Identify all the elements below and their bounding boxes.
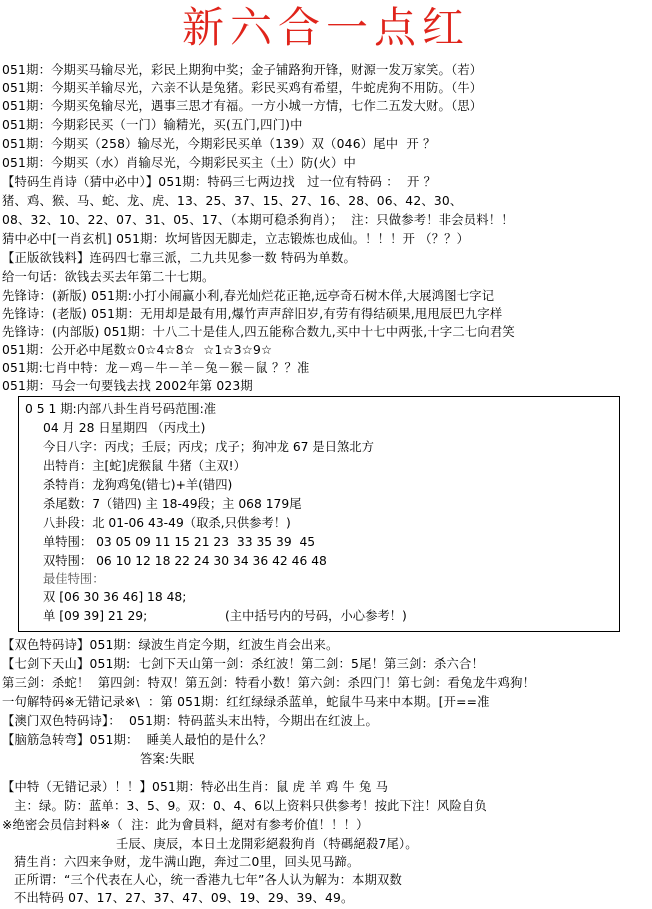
text-line: 051期：今期买马输尽光，彩民上期狗中奖；金子铺路狗开锋，财源一发万家笑。（若） — [2, 63, 483, 77]
text-line: 【澳门双色特码诗】： 051期：特码蓝头末出特，今期出在红波上。 — [2, 714, 379, 728]
text-line: 【中特（无错记录）！！】051期：特必出生肖：鼠 虎 羊 鸡 牛 兔 马 — [2, 780, 389, 794]
panel-line: 双 [06 30 36 46] 18 48; — [43, 590, 187, 604]
text-line: 【正版欲钱料】连码四七靠三派，二九共见参一数 特码为单数。 — [2, 251, 357, 265]
text-line: 051期：公开必中尾数☆0☆4☆8☆ ☆1☆3☆9☆ — [2, 343, 273, 357]
page-title: 新六合一点红 — [181, 3, 470, 52]
text-line: 051期：今期买（258）输尽光，今期彩民买单（139）双（046）尾中 开 ？ — [2, 137, 436, 151]
text-line: 051期：今期买羊输尽光，六亲不认是兔猪。彩民买鸡有希望，牛蛇虎狗不用防。（牛） — [2, 81, 483, 95]
panel-line: 杀尾数：7（错四) 主 18-49段；主 068 179尾 — [43, 497, 302, 511]
text-line: 051期：今期买（水）肖输尽光，今期彩民买主（土）防(火）中 — [2, 156, 356, 170]
text-line: 051期：马会一句要钱去找 2002年第 023期 — [2, 379, 253, 393]
text-line: ※绝密会员信封料※（ 注：此为會員料，絕对有参考价值！！！） — [2, 818, 369, 832]
bagua-panel — [18, 396, 620, 632]
text-line: 猜中必中[一肖玄机] 051期：坎坷皆因无脚走，立志锻炼也成仙。！！！开 （？？） — [2, 232, 470, 246]
text-line: 第三剑：杀蛇！ 第四剑：特双！第五剑：特看小数！第六剑：杀四门！第七剑：看兔龙牛鸡狗！ — [2, 676, 536, 690]
panel-line: 04 月 28 日星期四 （丙戌土) — [43, 421, 206, 435]
text-line: 猜生肖：六四来争财，龙牛满山跑，奔过二0里，回头见马蹄。 — [14, 855, 360, 869]
panel-line: 单特围： 03 05 09 11 15 21 23 33 35 39 45 — [43, 535, 316, 549]
text-line: 一句解特码※无错记录※\ ：第 051期：红红绿绿杀蓝单，蛇鼠牛马来中本期。[开==准 — [2, 695, 490, 709]
text-line: 051期：今期彩民买（一门）输精光，买(五门,四门)中 — [2, 118, 303, 132]
text-line: 08、32、10、22、07、31、05、17、（本期可稳杀狗肖）； 注：只做参考！非会员料！！ — [2, 213, 514, 227]
text-line: 先锋诗：(内部版) 051期：十八二十是佳人,四五能称合数九,买中十七中两张,十字二七向君笑 — [2, 325, 515, 339]
text-line: 给一句话：欲钱去买去年第二十七期。 — [2, 270, 215, 284]
text-line: 先锋诗：(新版) 051期:小打小闹赢小利,春光灿烂花正艳,远亭奇石树木佯,大展鸿图七字记 — [2, 289, 495, 303]
text-line: 051期:七肖中特：龙－鸡－牛－羊－兔－猴－鼠 ？？准 — [2, 361, 310, 375]
text-line: 不出特码 07、17、27、37、47、09、19、29、39、49。 — [14, 891, 354, 905]
text-line: 【脑筋急转弯】051期： 睡美人最怕的是什么？ — [2, 733, 272, 747]
panel-line: 今日八字：丙戌；壬辰；丙戌；戊子；狗冲龙 67 是日煞北方 — [43, 440, 374, 454]
panel-line: 杀特肖：龙狗鸡兔(错七)+羊(错四) — [43, 478, 233, 492]
panel-line: 出特肖：主[蛇]虎猴鼠 牛猪（主双!） — [43, 459, 246, 473]
text-line: 主：绿。防：蓝单：3、5、9。双：0、4、6以上资料只供参考！按此下注！风险自负 — [14, 799, 488, 813]
text-line: 正所谓：“三个代表在人心，统一香港九七年”各人认为解为：本期双数 — [14, 873, 403, 887]
text-line: 猪、鸡、猴、马、蛇、龙、虎、13、25、37、15、27、16、28、06、42、30、 — [2, 194, 463, 208]
text-line: 【特码生肖诗（猜中必中）】051期：特码三七两边找 过一位有特码 ： 开 ？ — [2, 175, 437, 189]
panel-line: 双特围： 06 10 12 18 22 24 30 34 36 42 46 48 — [43, 554, 327, 568]
panel-line: 单 [09 39] 21 29; — [43, 609, 148, 623]
panel-note: (主中括号内的号码，小心参考！) — [225, 609, 407, 623]
panel-line: 八卦段：北 01-06 43-49（取杀,只供参考！) — [43, 516, 291, 530]
text-line: 壬辰、庚辰，本日土龙開彩絕殺狗肖（特碼絕殺7尾）。 — [116, 837, 418, 851]
panel-line: 最佳特围： — [43, 572, 105, 586]
answer-line: 答案:失眠 — [140, 752, 195, 766]
panel-line: 0 5 1 期:内部八卦生肖号码范围:准 — [25, 402, 217, 416]
text-line: 051期：今期买兔输尽光，遇事三思才有福。一方小城一方情，七作二五发大财。（思） — [2, 99, 483, 113]
text-line: 【七剑下天山】051期: 七剑下天山第一剑：杀红波！第二剑：5尾！第三剑：杀六合！ — [2, 657, 485, 671]
text-line: 【双色特码诗】051期：绿波生肖定今期，红波生肖会出来。 — [2, 638, 339, 652]
text-line: 先锋诗：(老版) 051期：无用却是最有用,爆竹声声辞旧岁,有劳有得结硕果,甩甩辰巴九字样 — [2, 307, 503, 321]
